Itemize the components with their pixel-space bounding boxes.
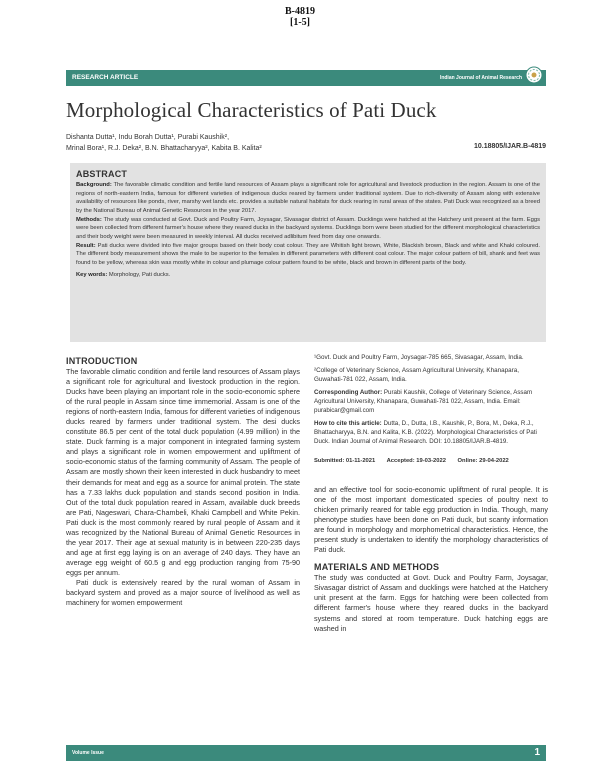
submitted-date: Submitted: 01-11-2021 (314, 458, 376, 464)
article-dates (314, 458, 548, 464)
corresponding-label: Corresponding Author: (314, 389, 383, 396)
volume-issue: Volume Issue (72, 750, 104, 756)
article-type: RESEARCH ARTICLE (72, 74, 139, 81)
intro-paragraph-2: Pati duck is extensively reared by the rural woman of Assam in backyard system and proved as a major source of livelihood as well as machinery for women empowerment (66, 577, 300, 608)
accepted-date: Accepted: 19-03-2022 (386, 458, 446, 464)
result-label: Result: (76, 242, 96, 249)
affiliation-2: ²College of Veterinary Science, Assam Agricultural University, Khanapara, Guwahati-781 022, Assam, India. (314, 367, 519, 383)
keywords-text: Morphology, Pati ducks. (107, 272, 171, 278)
journal-logo-icon (524, 65, 544, 85)
abstract-background (76, 181, 540, 215)
corresponding-text: Purabi Kaushik, College of Veterinary Science, Assam Agricultural University, Khanapara, Guwahati-781 022, Assam, India. Email: purabicar@gmail.com (314, 389, 533, 414)
abstract-methods (76, 216, 540, 242)
article-code: B-4819 (285, 6, 315, 17)
abstract-heading: ABSTRACT (76, 169, 128, 179)
page-range: [1-5] (290, 17, 310, 28)
methods-paragraph-1: The study was conducted at Govt. Duck and Poultry Farm, Joysagar, Sivasagar district of Assam and ducklings were hatched at the Hatchery unit present at the farm. Eggs for hatching were been collected from different farmer's house where they reared ducks in the backyard systems and stored at room temperature. Duck hatching eggs are washed in (314, 573, 548, 633)
left-column (66, 355, 300, 608)
citation (314, 419, 548, 446)
citation-text: Dutta, D., Dutta, I.B., Kaushik, P., Bora, M., Deka, R.J., Bhattacharyya, B.N. and Kalita, K.B. (2022). Morphological Characteristics of Pati Duck. Indian Journal of Animal Research. DOI: 10.18805/IJAR.B-4819. (314, 420, 537, 445)
citation-label: How to cite this article: (314, 420, 382, 427)
doi-label: 10.18805/IJAR.B-4819 (474, 143, 546, 150)
top-banner (66, 70, 546, 86)
corresponding-author (314, 388, 548, 415)
keywords-label: Key words: (76, 272, 108, 278)
journal-name: Indian Journal of Animal Research (439, 74, 522, 81)
bottom-banner (66, 745, 546, 761)
author-list (66, 132, 262, 154)
abstract-box (70, 163, 546, 342)
author-line-1: Dishanta Dutta¹, Indu Borah Dutta¹, Purabi Kaushik², (66, 134, 230, 141)
methods-text: The study was conducted at Govt. Duck and Poultry Farm, Joysagar, Sivasagar district of Assam. Ducklings were hatched at the Hatchery unit present at the farm. Eggs were been collected from different farmer's house where they reared ducks in the backyard systems. Ducklings born were been studied for the different morphological characteristics and their body weight were been measured in weekly interval. All ducks received adlibitum feed from day one onwards. (76, 216, 540, 240)
methods-heading: MATERIALS AND METHODS (314, 562, 440, 573)
methods-label: Methods: (76, 216, 102, 223)
online-date: Online: 29-04-2022 (457, 458, 509, 464)
intro-paragraph-1: The favorable climatic condition and fertile land resources of Assam plays a significant role for agricultural and livestock production in the region. Ducks have been playing an important role in the socio-economic sphere of the rural people in Assam since time immemorial. Assam is one of the regions of north-eastern India, famous for different varieties of indigenous ducks reared by farmers under traditional system. The desi ducks constitute 86.5 per cent of the total duck population (4.99 million) in the state. Duck farming is a major component in integrated farming system and plays a significant role in women empowerment and upliftment of socio-economic status of the farming community of Assam. The people of Assam are mostly shown their keen interested in duck husbandry to meet their demands for meat and egg as a source for animal protein. The state has a 7.33 lakhs duck population and stands second position in India. Out of the total duck population reared in Assam, available duck breeds are Pati, Nageswari, Chara-Chambeli, Khaki Campbell and White Pekin. Pati duck is the most commonly reared by rural people of Assam and it was recognized by the National Bureau of Animal Genetic Resources in the year 2017. Their age at sexual maturity is in between 220-235 days and age at first egg laying is on an average of 240 days. They have an average egg weight of 60.5 g and egg production ranging from 75-90 eggs per annum. (66, 367, 300, 577)
journal-code-header (0, 6, 600, 28)
article-title: Morphological Characteristics of Pati Duck (66, 98, 437, 122)
page-number: 1 (534, 747, 540, 758)
author-line-2: Mrinal Bora¹, R.J. Deka², B.N. Bhattacharyya², Kabita B. Kalita² (66, 145, 262, 152)
affiliation-1: ¹Govt. Duck and Poultry Farm, Joysagar-785 665, Sivasagar, Assam, India. (314, 354, 524, 361)
background-text: The favorable climatic condition and fertile land resources of Assam plays a significant role for agricultural and livestock production in the region. Assam is one of the regions of north-eastern India, famous for different varieties of indigenous ducks reared by farmers under traditional system. Due to rich-diversity of Assam along with extensive availability of resources like ponds, river, marshy wet lands etc. provides a suitable natural habitats for duck rearing in rural areas of the states. Pati Duck was recognized as a breed by the National Bureau of Animal Genetic Resources in the year 2017. (76, 182, 540, 214)
introduction-heading: INTRODUCTION (66, 356, 138, 366)
background-label: Background: (76, 182, 112, 188)
affiliations (314, 353, 548, 450)
abstract-keywords (76, 271, 540, 280)
result-text: Pati ducks were divided into five major groups based on their body coat colour. They are Whitish light brown, White, Blackish brown, Black and white and Khaki coloured. The different body measurement shows the male to be superior to the females in different parameters with different coat colour. The major colour pattern of bill, shank and feet was found to be yellow, whereas skin was mostly white in colour and plumage colour pattern found to be white, black and brown in different parts of the body. (76, 242, 540, 266)
right-column (314, 485, 548, 634)
abstract-result (76, 242, 540, 268)
intro-paragraph-3: and an effective tool for socio-economic upliftment of rural people. It is one of the most important domesticated species of poultry next to chicken primarily reared for table egg production in India. Though, many phenotype studies have been done on Pati duck, but scanty information are found in morphology and morphometrical characteristics. Hence, the present study is undertaken to identify the morphology characteristics of Pati duck. (314, 485, 548, 555)
